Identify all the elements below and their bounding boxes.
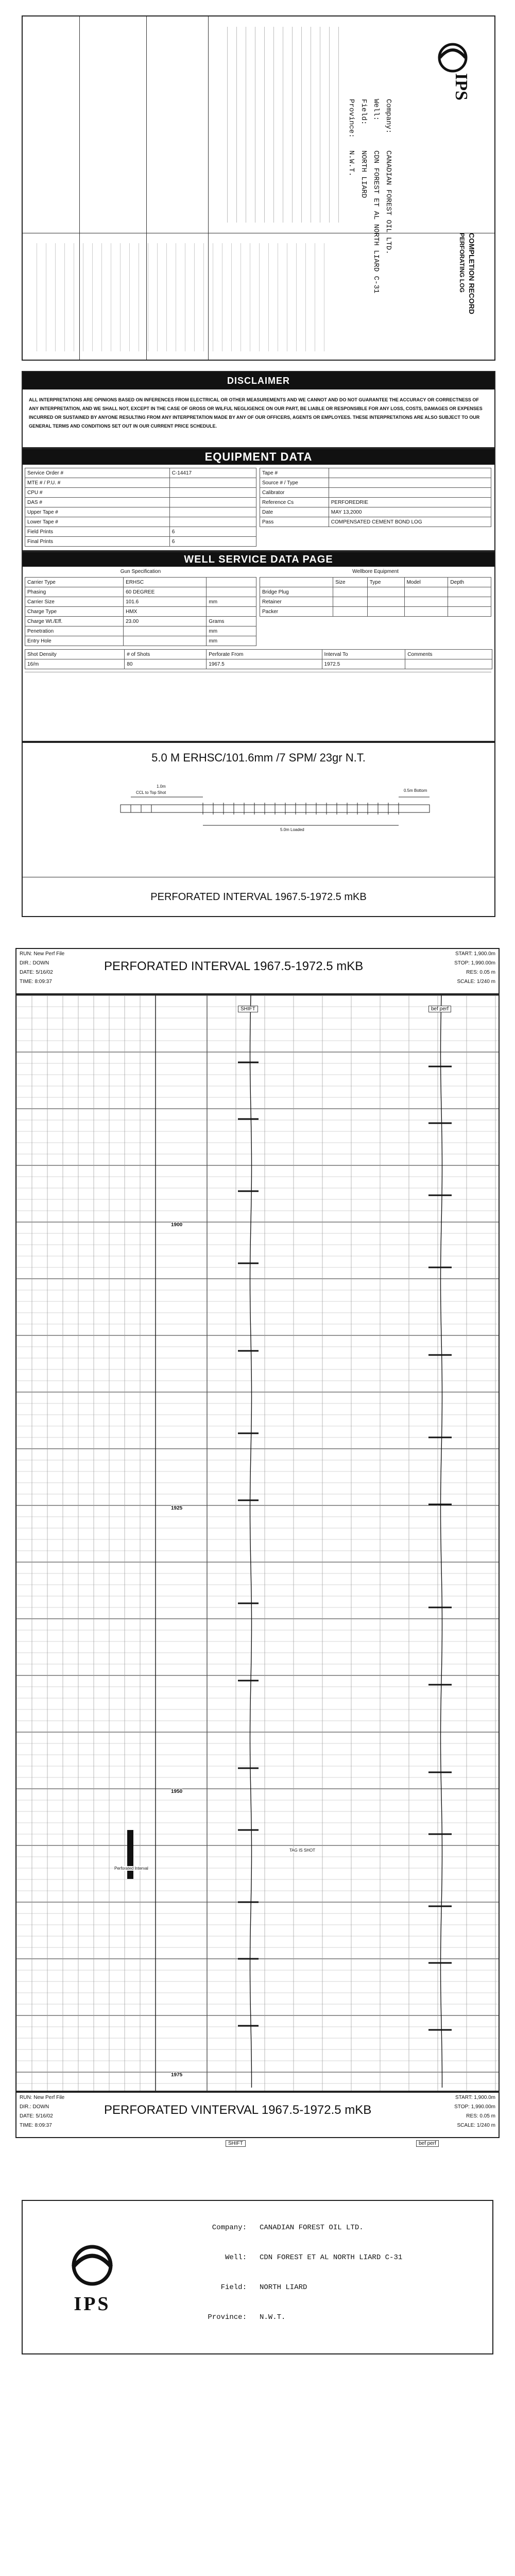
equipment-value — [329, 478, 491, 488]
table-row — [25, 478, 256, 488]
table-row — [25, 537, 256, 547]
bottom-track-left-label: SHIFT — [226, 2140, 246, 2147]
equipment-value — [169, 498, 256, 507]
equipment-label: MTE # / P.U. # — [25, 478, 170, 488]
log-grid — [15, 994, 500, 2092]
gun-spec-value: HMX — [124, 607, 207, 617]
equipment-value — [329, 468, 491, 478]
gun-spec-unit: mm — [207, 597, 256, 607]
equipment-value: MAY 13,2000 — [329, 507, 491, 517]
equipment-value: 6 — [169, 537, 256, 547]
equipment-label: Tape # — [260, 468, 329, 478]
gun-spec-unit: mm — [207, 626, 256, 636]
disclaimer-title: DISCLAIMER — [23, 372, 494, 389]
wellbore-cell — [333, 587, 368, 597]
equipment-value — [169, 488, 256, 498]
table-row — [260, 578, 491, 587]
gun-spec-line: 5.0 M ERHSC/101.6mm /7 SPM/ 23gr N.T. — [151, 751, 366, 764]
header-province: N.W.T. — [347, 150, 355, 177]
log-bottom-date: DATE: 5/16/02 — [20, 2113, 53, 2119]
wellbore-cell — [448, 607, 491, 617]
ccl-curve-left — [250, 995, 252, 2088]
gun-spec-unit: mm — [207, 636, 256, 646]
shot-col-header: # of Shots — [125, 650, 207, 659]
wellbore-col-header: Depth — [448, 578, 491, 587]
wellbore-header: Wellbore Equipment — [352, 569, 399, 574]
wellbore-cell — [404, 587, 448, 597]
log-res: RES: 0.05 m — [466, 970, 495, 975]
log-header-panel — [22, 15, 495, 361]
wellbore-table — [260, 577, 491, 617]
footer-province: N.W.T. — [260, 2313, 286, 2321]
header-rules-lower — [28, 243, 327, 351]
gun-spec-unit — [207, 578, 256, 587]
gun-spec-value: 101.6 — [124, 597, 207, 607]
track-left-label: SHIFT — [238, 1006, 258, 1012]
table-row — [25, 488, 256, 498]
table-row — [25, 626, 256, 636]
log-bottom-header — [15, 2092, 500, 2138]
header-company: CANADIAN FOREST OIL LTD. — [384, 150, 392, 255]
gun-label-right: 0.5m Bottom — [404, 788, 427, 793]
equipment-label: Date — [260, 507, 329, 517]
shot-value: 80 — [125, 659, 207, 669]
equipment-label: Pass — [260, 517, 329, 527]
table-row — [260, 597, 491, 607]
footer-well-label: Well: — [225, 2253, 247, 2262]
footer-ips-logo-icon — [54, 2237, 131, 2294]
gun-spec-label: Charge Wt./Eff. — [25, 617, 124, 626]
log-bottom-scale: SCALE: 1/240 m — [457, 2123, 495, 2128]
log-bottom-time: TIME: 8:09:37 — [20, 2123, 52, 2128]
equipment-label: Service Order # — [25, 468, 170, 478]
table-row — [260, 607, 491, 617]
equipment-value — [169, 517, 256, 527]
gun-spec-header: Gun Specification — [120, 569, 161, 574]
wellbore-cell — [404, 607, 448, 617]
footer-field-label: Field: — [220, 2283, 247, 2292]
equipment-label: Source # / Type — [260, 478, 329, 488]
footer-company: CANADIAN FOREST OIL LTD. — [260, 2224, 364, 2232]
gun-diagram-drawing — [100, 784, 450, 841]
footer-logo — [54, 2237, 131, 2314]
record-title: COMPLETION RECORD — [468, 233, 476, 314]
wellbore-cell — [367, 607, 404, 617]
equipment-value: 6 — [169, 527, 256, 537]
gun-spec-value — [124, 636, 207, 646]
table-row — [25, 578, 256, 587]
log-stop: STOP: 1,990.00m — [454, 960, 495, 966]
table-row — [25, 607, 256, 617]
equipment-left-table — [25, 468, 256, 547]
depth-label-1925: 1925 — [171, 1505, 183, 1511]
log-dir: DIR.: DOWN — [20, 960, 49, 966]
ccl-curve-right — [441, 995, 442, 2088]
gun-spec-value: ERHSC — [124, 578, 207, 587]
bottom-track-right-label: bef perf — [416, 2140, 439, 2147]
equipment-value: COMPENSATED CEMENT BOND LOG — [329, 517, 491, 527]
depth-label-1975: 1975 — [171, 2072, 183, 2078]
table-row — [260, 498, 491, 507]
equipment-right-table — [260, 468, 491, 527]
header-well-label: Well: — [372, 99, 380, 121]
equipment-section — [22, 448, 495, 551]
log-bottom-run: RUN: New Perf File — [20, 2095, 65, 2100]
table-row — [25, 636, 256, 646]
table-row — [25, 498, 256, 507]
wellbore-col-header: Model — [404, 578, 448, 587]
table-row — [25, 650, 492, 659]
log-run: RUN: New Perf File — [20, 951, 65, 957]
gun-spec-label: Penetration — [25, 626, 124, 636]
equipment-label: Calibrator — [260, 488, 329, 498]
header-rules — [218, 27, 342, 223]
wellbore-cell — [367, 597, 404, 607]
table-row — [25, 597, 256, 607]
gun-spec-value: 60 DEGREE — [124, 587, 207, 597]
equipment-value — [169, 478, 256, 488]
header-province-label: Province: — [347, 99, 355, 138]
wellbore-cell — [448, 587, 491, 597]
footer-well: CDN FOREST ET AL NORTH LIARD C-31 — [260, 2253, 403, 2262]
shot-col-header: Comments — [405, 650, 492, 659]
log-bottom-stop: STOP: 1,990.00m — [454, 2104, 495, 2110]
wellbore-col-header: Type — [367, 578, 404, 587]
wellbore-corner — [260, 578, 333, 587]
footer-title-block — [22, 2200, 493, 2354]
wellbore-cell — [404, 597, 448, 607]
perforated-interval-title: PERFORATED INTERVAL 1967.5-1972.5 mKB — [150, 891, 367, 903]
annotation-perforated-interval: Perforated Interval — [114, 1866, 148, 1871]
equipment-label: DAS # — [25, 498, 170, 507]
table-row — [25, 468, 256, 478]
log-bottom-start: START: 1,900.0m — [455, 2095, 495, 2100]
shot-value: 1972.5 — [322, 659, 405, 669]
gun-spec-label: Charge Type — [25, 607, 124, 617]
depth-label-1900: 1900 — [171, 1222, 183, 1228]
equipment-label: Upper Tape # — [25, 507, 170, 517]
annotation-tag-is-shot: TAG IS SHOT — [289, 1848, 316, 1853]
table-row — [260, 587, 491, 597]
footer-field: NORTH LIARD — [260, 2283, 307, 2292]
table-row — [25, 517, 256, 527]
equipment-title: EQUIPMENT DATA — [23, 449, 494, 465]
gun-spec-unit — [207, 587, 256, 597]
table-row — [25, 507, 256, 517]
table-row — [260, 478, 491, 488]
gun-spec-label: Carrier Size — [25, 597, 124, 607]
comments-area — [25, 672, 491, 739]
table-row — [25, 617, 256, 626]
disclaimer-section — [22, 371, 495, 448]
log-grid-svg — [16, 995, 499, 2091]
log-bottom-title: PERFORATED VINTERVAL 1967.5-1972.5 mKB — [104, 2103, 372, 2117]
track-right-label: bef perf — [428, 1006, 451, 1012]
record-subtitle: PERFORATING LOG — [458, 233, 466, 293]
shot-value — [405, 659, 492, 669]
footer-company-label: Company: — [212, 2224, 247, 2232]
gun-spec-unit: Grams — [207, 617, 256, 626]
log-bottom-dir: DIR.: DOWN — [20, 2104, 49, 2110]
gun-label-left: CCL to Top Shot — [136, 790, 166, 795]
table-row — [260, 507, 491, 517]
table-row — [25, 659, 492, 669]
log-title: PERFORATED INTERVAL 1967.5-1972.5 mKB — [104, 959, 364, 973]
ips-logo — [424, 37, 481, 100]
equipment-value: PERFOREDRIE — [329, 498, 491, 507]
table-row — [25, 587, 256, 597]
header-company-label: Company: — [384, 99, 392, 134]
gun-label-bottom: 5.0m Loaded — [280, 827, 304, 832]
gun-spec-label: Carrier Type — [25, 578, 124, 587]
table-row — [260, 468, 491, 478]
disclaimer-text: ALL INTERPRETATIONS ARE OPINIONS BASED ON INFERENCES FROM ELECTRICAL OR OTHER MEASUREMENTS AND WE CANNOT AND DO NOT GUARANTEE THE ACCURACY OR CORRECTNESS OF ANY INTERPRETATION, AND WE SHALL NOT, EXCEPT IN THE CASE OF GROSS OR WILFUL NEGLIGENCE ON OUR PART, BE LIABLE OR RESPONSIBLE FOR ANY LOSS, COSTS, DAMAGES OR EXPENSES INCURRED OR SUSTAINED BY ANYONE RESULTING FROM ANY INTERPRETATION MADE BY ANY OF OUR OFFICERS, AGENTS OR EMPLOYEES. THESE INTERPRETATIONS ARE ALSO SUBJECT TO OUR GENERAL TERMS AND CONDITIONS SET OUT IN OUR CURRENT PRICE SCHEDULE. — [29, 397, 483, 429]
ips-logo-text: IPS — [452, 73, 471, 100]
table-row — [260, 517, 491, 527]
perforated-interval-marker — [127, 1830, 133, 1879]
table-row — [25, 527, 256, 537]
wellbore-row-label: Retainer — [260, 597, 333, 607]
well-service-title: WELL SERVICE DATA PAGE — [23, 552, 494, 567]
gun-spec-table — [25, 577, 256, 646]
wellbore-row-label: Bridge Plug — [260, 587, 333, 597]
shot-col-header: Interval To — [322, 650, 405, 659]
equipment-value — [329, 488, 491, 498]
wellbore-cell — [448, 597, 491, 607]
log-time: TIME: 8:09:37 — [20, 979, 52, 985]
gun-diagram-section — [22, 742, 495, 917]
well-service-section — [22, 551, 495, 742]
log-start: START: 1,900.0m — [455, 951, 495, 957]
wellbore-cell — [333, 607, 368, 617]
shot-col-header: Shot Density — [25, 650, 125, 659]
header-well: CDN FOREST ET AL NORTH LIARD C-31 — [372, 150, 380, 294]
equipment-value: C-14417 — [169, 468, 256, 478]
table-row — [260, 488, 491, 498]
depth-label-1950: 1950 — [171, 1789, 183, 1794]
equipment-label: Field Prints — [25, 527, 170, 537]
wellbore-col-header: Size — [333, 578, 368, 587]
log-date: DATE: 5/16/02 — [20, 970, 53, 975]
shot-value: 16/m — [25, 659, 125, 669]
gun-spec-value — [124, 626, 207, 636]
shot-table — [25, 649, 492, 669]
equipment-value — [169, 507, 256, 517]
footer-logo-text: IPS — [74, 2293, 111, 2315]
wellbore-row-label: Packer — [260, 607, 333, 617]
log-top-header — [15, 948, 500, 994]
shot-value: 1967.5 — [207, 659, 322, 669]
gun-spec-value: 23.00 — [124, 617, 207, 626]
equipment-label: Reference Cs — [260, 498, 329, 507]
gun-spec-unit — [207, 607, 256, 617]
wellbore-cell — [367, 587, 404, 597]
log-bottom-res: RES: 0.05 m — [466, 2113, 495, 2119]
wellbore-cell — [333, 597, 368, 607]
gun-spec-label: Phasing — [25, 587, 124, 597]
equipment-label: CPU # — [25, 488, 170, 498]
gun-label-top: 1.0m — [157, 784, 166, 789]
log-scale: SCALE: 1/240 m — [457, 979, 495, 985]
shot-col-header: Perforate From — [207, 650, 322, 659]
header-field: NORTH LIARD — [359, 150, 368, 198]
equipment-label: Lower Tape # — [25, 517, 170, 527]
gun-spec-label: Entry Hole — [25, 636, 124, 646]
footer-province-label: Province: — [208, 2313, 247, 2321]
header-field-label: Field: — [359, 99, 368, 125]
equipment-label: Final Prints — [25, 537, 170, 547]
